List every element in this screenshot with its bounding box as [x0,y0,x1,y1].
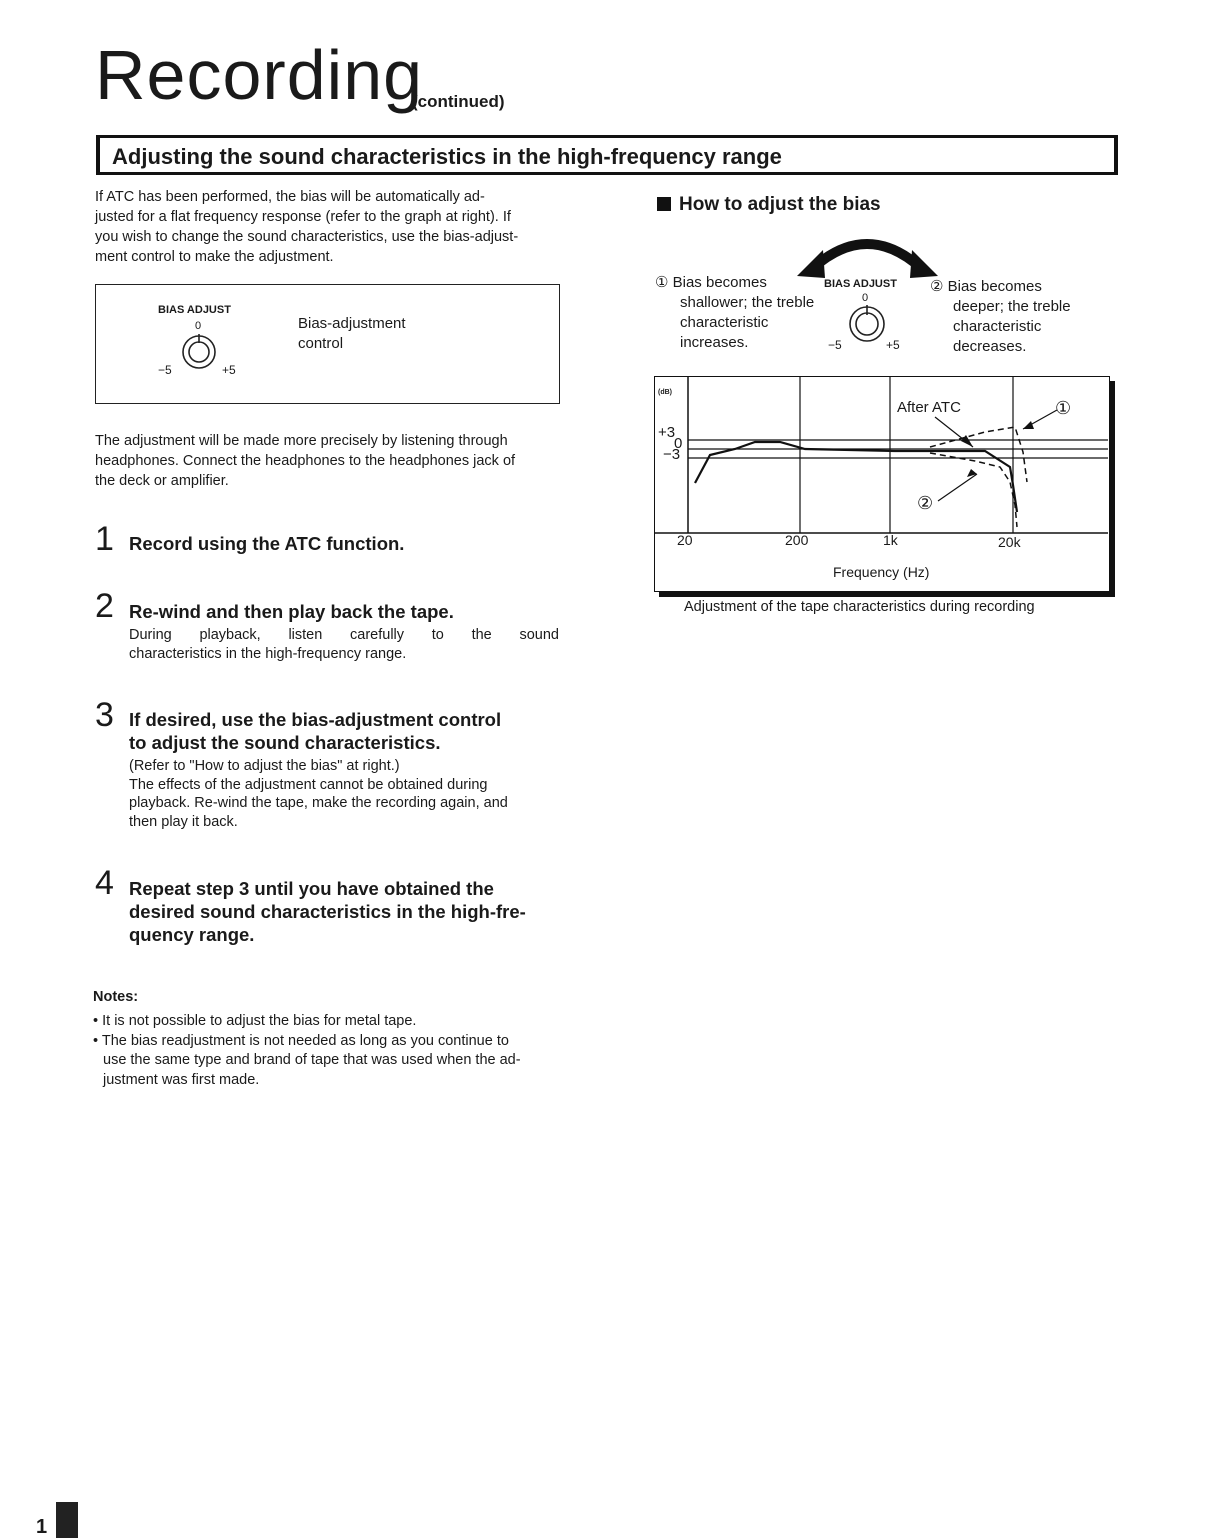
step-body [129,757,561,831]
frequency-response-graph [654,376,1110,592]
intro-line: justed for a flat frequency response (refer to the graph at right). If [95,209,511,225]
page-number: 1 [36,1516,48,1538]
x-tick-20: 20 [677,532,693,548]
graph-marker-2: ② [917,493,934,513]
note-line: justment was first made. [103,1071,260,1088]
step-number: 3 [95,696,114,734]
section-heading: Adjusting the sound characteristics in the high-frequency range [112,144,782,169]
left-line: Bias becomes [672,274,767,291]
marker-1: ① [655,274,669,291]
after-atc-label: After ATC [897,399,961,416]
howto-bias-knob-icon [842,302,892,344]
page-title: Recording [95,36,424,114]
intro-line: If ATC has been performed, the bias will be automatically ad- [95,189,485,205]
bias-control-box [95,284,560,404]
graph-caption: Adjustment of the tape characteristics during recording [684,599,1035,615]
step-number: 1 [95,520,114,558]
howto-knob-label: BIAS ADJUST [824,278,897,290]
note-line: • It is not possible to adjust the bias for metal tape. [93,1013,417,1029]
step-body-line: The effects of the adjustment cannot be obtained during [129,776,488,793]
step-body [129,626,559,663]
step-title [129,877,561,946]
howto-heading [657,194,881,216]
x-tick-20k: 20k [998,534,1021,550]
step-body-line: (Refer to "How to adjust the bias" at right.) [129,758,400,774]
page-tab-mark [56,1502,78,1538]
step-number: 4 [95,864,114,902]
step-body-line: then play it back. [129,813,238,830]
y-tick-minus3: −3 [663,446,681,463]
precision-paragraph [95,431,570,491]
precision-line: The adjustment will be made more precisely by listening through [95,433,508,449]
intro-line: ment control to make the adjustment. [95,249,334,265]
square-bullet-icon [657,197,671,211]
howto-title: How to adjust the bias [679,194,881,215]
step-body-line: During playback, listen carefully to the sound [129,627,559,643]
howto-knob-minus: −5 [828,338,842,352]
right-line: deeper; the treble [953,298,1071,315]
section-heading-bar [96,135,1118,175]
left-line: increases. [680,334,749,351]
graph-plot [655,377,1108,590]
curved-double-arrow-icon [795,228,940,280]
knob-minus-label: −5 [158,363,172,377]
right-line: Bias becomes [947,278,1042,295]
step-body-line: characteristics in the high-frequency range. [129,645,407,662]
step-number: 2 [95,587,114,625]
knob-plus-label: +5 [222,363,236,377]
step-title-line: If desired, use the bias-adjustment control [129,709,502,730]
note-line: use the same type and brand of tape that was used when the ad- [103,1052,521,1068]
knob-label: BIAS ADJUST [158,304,231,316]
step-title: Re-wind and then play back the tape. [129,601,454,622]
bias-knob-icon [174,331,224,371]
notes-list [93,1012,563,1090]
right-line: decreases. [953,338,1027,355]
howto-knob-zero: 0 [862,292,869,304]
precision-line: the deck or amplifier. [95,473,229,489]
step-title-line: quency range. [129,924,255,945]
x-tick-1k: 1k [883,532,898,548]
left-line: characteristic [680,314,769,331]
step-title [129,708,561,754]
step-title-line: to adjust the sound characteristics. [129,732,441,753]
bias-control-description [298,314,406,354]
howto-knob-plus: +5 [886,338,900,352]
y-tick-labels [658,424,683,463]
bias-desc-line: Bias-adjustment [298,315,406,332]
right-line: characteristic [953,318,1042,335]
knob-zero-label: 0 [195,320,202,332]
intro-paragraph [95,187,570,267]
page-subtitle: (continued) [412,92,505,111]
y-tick-zero: 0 [674,435,683,452]
step-title: Record using the ATC function. [129,533,405,554]
x-axis-label: Frequency (Hz) [833,564,930,580]
step-body-line: playback. Re-wind the tape, make the recording again, and [129,795,508,811]
marker-2: ② [930,278,944,295]
bias-deeper-description [930,277,1071,357]
note-line: • The bias readjustment is not needed as long as you continue to [93,1032,509,1049]
left-line: shallower; the treble [680,294,815,311]
notes-title: Notes: [93,989,139,1005]
x-tick-200: 200 [785,532,809,548]
step-title-line: desired sound characteristics in the high-fre- [129,901,526,922]
graph-marker-1: ① [1055,398,1072,418]
step-title-line: Repeat step 3 until you have obtained the [129,878,494,899]
intro-line: you wish to change the sound characteristics, use the bias-adjust- [95,229,519,245]
bias-desc-line: control [298,335,344,352]
bias-shallower-description [655,273,814,353]
precision-line: headphones. Connect the headphones to the headphones jack of [95,453,516,469]
y-tick-plus3: +3 [658,424,676,441]
db-unit-label: (dB) [658,389,672,396]
